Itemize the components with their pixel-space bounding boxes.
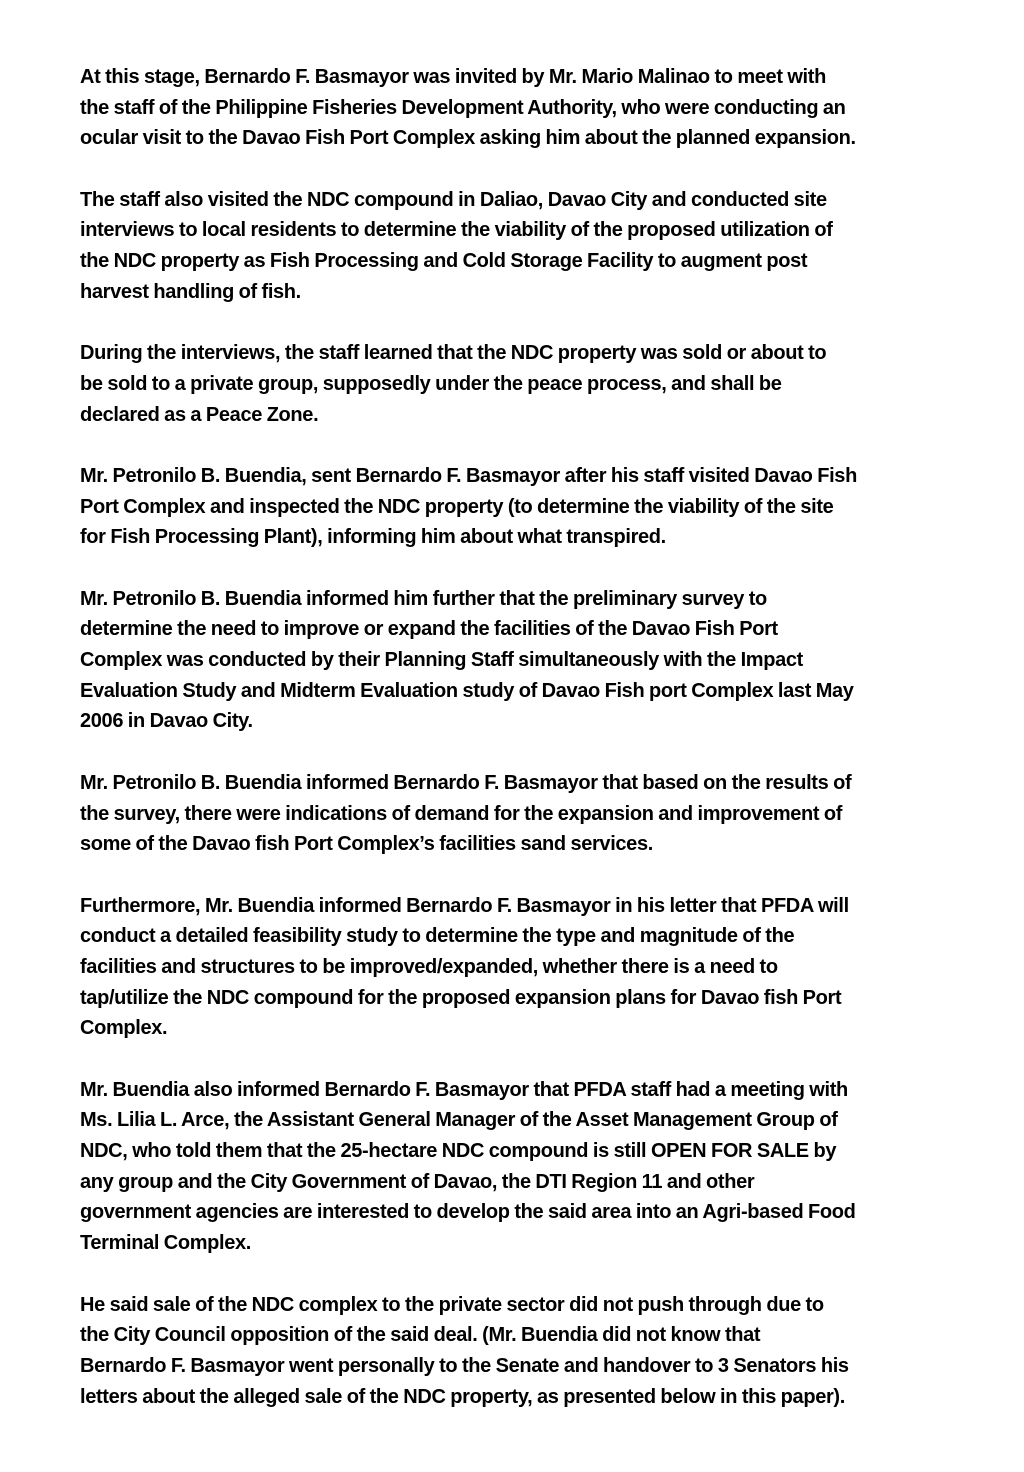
text-line: 2006 in Davao City.: [80, 710, 253, 733]
paragraph-buendia-sent: [80, 461, 985, 553]
text-line: Complex.: [80, 1017, 168, 1040]
text-line: letters about the alleged sale of the NDC property, as presented below in this paper).: [80, 1385, 845, 1408]
text-line: Furthermore, Mr. Buendia informed Bernardo F. Basmayor in his letter that PFDA will: [80, 894, 849, 917]
text-line: Mr. Petronilo B. Buendia, sent Bernardo F. Basmayor after his staff visited Davao Fish: [80, 464, 857, 487]
text-line: NDC, who told them that the 25-hectare NDC compound is still OPEN FOR SALE by: [80, 1140, 837, 1163]
text-line: Ms. Lilia L. Arce, the Assistant General Manager of the Asset Management Group of: [80, 1109, 838, 1132]
paragraph-sale-outcome: [80, 1290, 985, 1413]
text-line: During the interviews, the staff learned that the NDC property was sold or about to: [80, 342, 827, 365]
paragraph-interviews: [80, 338, 985, 430]
paragraph-feasibility-study: [80, 891, 985, 1044]
text-line: interviews to local residents to determine the viability of the proposed utilization of: [80, 219, 833, 242]
text-line: the City Council opposition of the said deal. (Mr. Buendia did not know that: [80, 1324, 761, 1347]
text-line: some of the Davao fish Port Complex’s facilities sand services.: [80, 833, 653, 856]
text-line: The staff also visited the NDC compound in Daliao, Davao City and conducted site: [80, 188, 827, 211]
text-line: He said sale of the NDC complex to the private sector did not push through due to: [80, 1293, 824, 1316]
text-line: Mr. Buendia also informed Bernardo F. Basmayor that PFDA staff had a meeting with: [80, 1078, 848, 1101]
paragraph-invitation: [80, 62, 985, 154]
paragraph-survey-results: [80, 768, 985, 860]
text-line: be sold to a private group, supposedly under the peace process, and shall be: [80, 372, 782, 395]
document-page: [80, 62, 985, 1443]
text-line: Mr. Petronilo B. Buendia informed him further that the preliminary survey to: [80, 587, 767, 610]
text-line: for Fish Processing Plant), informing him about what transpired.: [80, 526, 666, 549]
text-line: facilities and structures to be improved/expanded, whether there is a need to: [80, 955, 778, 978]
text-line: harvest handling of fish.: [80, 280, 301, 303]
text-line: declared as a Peace Zone.: [80, 403, 319, 426]
text-line: the NDC property as Fish Processing and Cold Storage Facility to augment post: [80, 250, 808, 273]
text-line: ocular visit to the Davao Fish Port Complex asking him about the planned expansion.: [80, 127, 856, 150]
text-line: determine the need to improve or expand the facilities of the Davao Fish Port: [80, 618, 778, 641]
text-line: Bernardo F. Basmayor went personally to the Senate and handover to 3 Senators his: [80, 1354, 849, 1377]
text-line: Mr. Petronilo B. Buendia informed Bernardo F. Basmayor that based on the results of: [80, 771, 852, 794]
text-line: Terminal Complex.: [80, 1232, 252, 1255]
paragraph-meeting-arce: [80, 1075, 985, 1259]
text-line: government agencies are interested to develop the said area into an Agri-based Food: [80, 1201, 856, 1224]
text-line: the survey, there were indications of demand for the expansion and improvement of: [80, 802, 843, 825]
text-line: tap/utilize the NDC compound for the proposed expansion plans for Davao fish Port: [80, 986, 842, 1009]
text-line: conduct a detailed feasibility study to determine the type and magnitude of the: [80, 925, 795, 948]
text-line: any group and the City Government of Davao, the DTI Region 11 and other: [80, 1170, 755, 1193]
text-line: the staff of the Philippine Fisheries Development Authority, who were conducting an: [80, 96, 846, 119]
text-line: Evaluation Study and Midterm Evaluation study of Davao Fish port Complex last May: [80, 679, 854, 702]
paragraph-preliminary-survey: [80, 584, 985, 737]
text-line: Port Complex and inspected the NDC property (to determine the viability of the site: [80, 495, 834, 518]
text-line: At this stage, Bernardo F. Basmayor was invited by Mr. Mario Malinao to meet with: [80, 66, 826, 88]
paragraph-site-visit: [80, 185, 985, 308]
text-line: Complex was conducted by their Planning Staff simultaneously with the Impact: [80, 649, 803, 672]
